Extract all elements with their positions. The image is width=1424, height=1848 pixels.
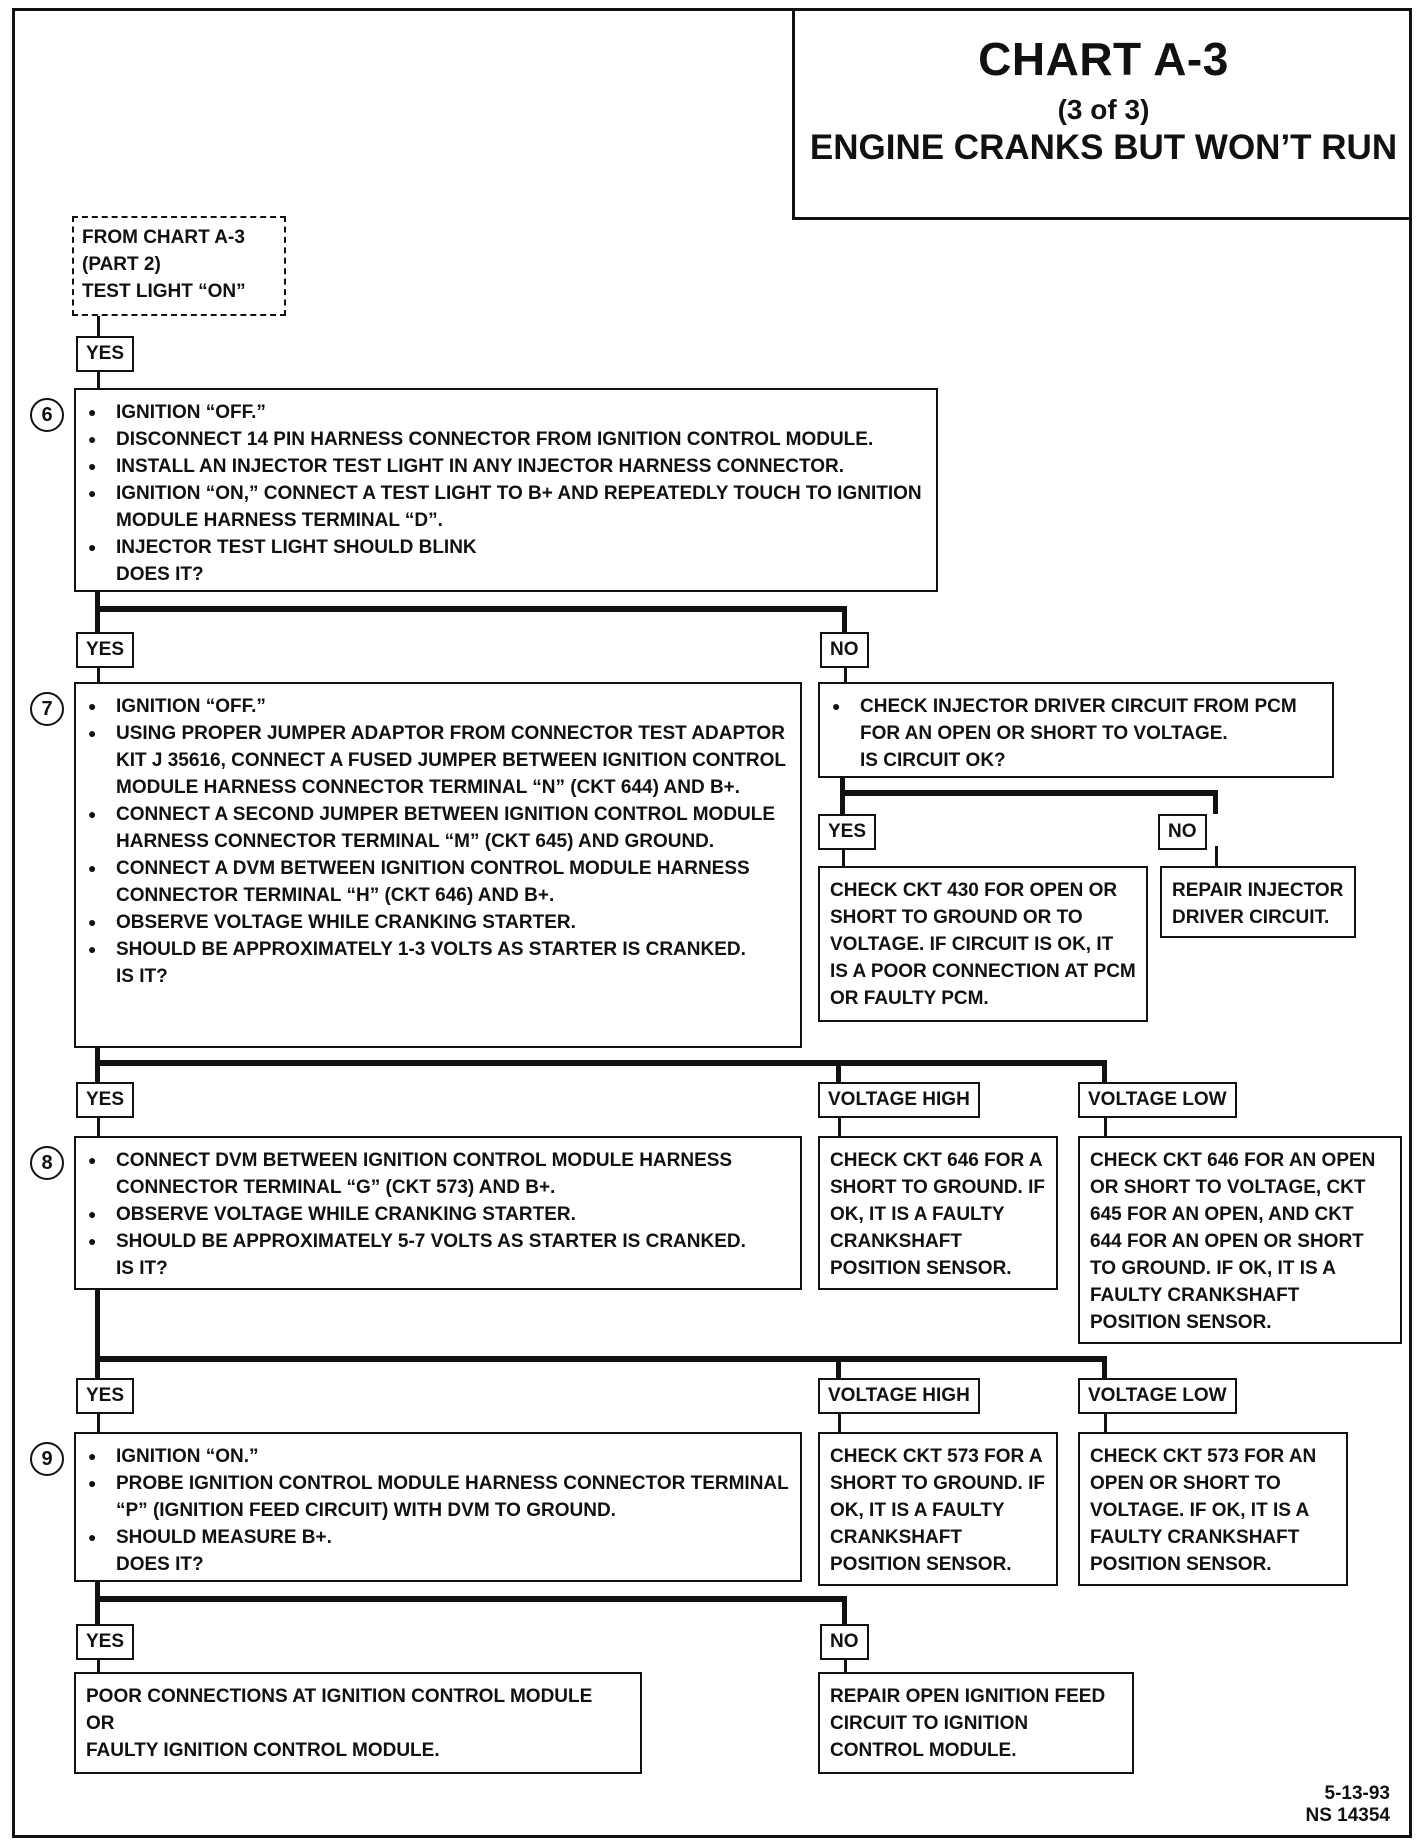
connector [840, 778, 845, 814]
final-line: OR [86, 1713, 115, 1734]
ckt430-box: CHECK CKT 430 FOR OPEN OR SHORT TO GROUND OR TO VOLTAGE. IF CIRCUIT IS OK, IT IS A POOR CONNECTION AT PCM OR FAULTY PCM. [818, 866, 1148, 1022]
final-yes-box [74, 1672, 642, 1774]
connector [95, 1356, 1107, 1362]
step-item: ● INJECTOR TEST LIGHT SHOULD BLINK [86, 534, 926, 561]
injector-check-box [818, 682, 1334, 778]
connector [1104, 1412, 1107, 1434]
connector [95, 1582, 100, 1624]
step-7-list [86, 693, 790, 963]
footer-date: 5-13-93 [1324, 1783, 1390, 1804]
chart-title: CHART A-3 [978, 33, 1229, 85]
step-item: ● IGNITION “ON,” CONNECT A TEST LIGHT TO B+ AND REPEATEDLY TOUCH TO IGNITION MODULE HARNESS TERMINAL “D”. [86, 480, 926, 534]
footer-code: NS 14354 [1305, 1805, 1390, 1826]
step-item: ● USING PROPER JUMPER ADAPTOR FROM CONNECTOR TEST ADAPTOR KIT J 35616, CONNECT A FUSED JUMPER BETWEEN IGNITION CONTROL MODULE HARNESS CONNECTOR TERMINAL “N” (CKT 644) AND B+. [86, 720, 790, 801]
step-item: ● IGNITION “OFF.” [86, 399, 926, 426]
yes-label: YES [76, 632, 134, 668]
step-number: 9 [30, 1442, 64, 1476]
footer [1290, 1783, 1390, 1827]
yes-label: YES [76, 1082, 134, 1118]
step-item: ● SHOULD BE APPROXIMATELY 5-7 VOLTS AS STARTER IS CRANKED. [86, 1228, 790, 1255]
connector [842, 1596, 847, 1624]
step-number: 6 [30, 398, 64, 432]
voltage-low-label: VOLTAGE LOW [1078, 1378, 1237, 1414]
step-item: ● OBSERVE VOLTAGE WHILE CRANKING STARTER. [86, 909, 790, 936]
connector [1213, 790, 1218, 814]
final-line: FAULTY IGNITION CONTROL MODULE. [86, 1740, 440, 1761]
title-block [792, 8, 1412, 220]
chart-description: ENGINE CRANKS BUT WON’T RUN [809, 128, 1398, 167]
yes-label: YES [818, 814, 876, 850]
start-line: TEST LIGHT “ON” [82, 281, 246, 302]
step-item: ● IGNITION “ON.” [86, 1443, 790, 1470]
connector [95, 606, 100, 634]
yes-label: YES [76, 1624, 134, 1660]
yes-label: YES [76, 1378, 134, 1414]
step-8-list [86, 1147, 790, 1255]
ckt646-high-box: CHECK CKT 646 FOR A SHORT TO GROUND. IF OK, IT IS A FAULTY CRANKSHAFT POSITION SENSOR. [818, 1136, 1058, 1290]
step-9-box [74, 1432, 802, 1582]
final-no-box: REPAIR OPEN IGNITION FEED CIRCUIT TO IGNITION CONTROL MODULE. [818, 1672, 1134, 1774]
connector [1215, 846, 1218, 868]
step-item: ● CHECK INJECTOR DRIVER CIRCUIT FROM PCM FOR AN OPEN OR SHORT TO VOLTAGE. [830, 693, 1322, 747]
connector [840, 790, 1218, 796]
step-question: DOES IT? [116, 1554, 204, 1575]
step-item: ● IGNITION “OFF.” [86, 693, 790, 720]
ckt646-low-box: CHECK CKT 646 FOR AN OPEN OR SHORT TO VOLTAGE, CKT 645 FOR AN OPEN, AND CKT 644 FOR AN OPEN OR SHORT TO GROUND. IF OK, IT IS A FAULTY CRANKSHAFT POSITION SENSOR. [1078, 1136, 1402, 1344]
connector [97, 1412, 100, 1434]
yes-label: YES [76, 336, 134, 372]
step-item: ● CONNECT A DVM BETWEEN IGNITION CONTROL MODULE HARNESS CONNECTOR TERMINAL “H” (CKT 646) AND B+. [86, 855, 790, 909]
step-6-list [86, 399, 926, 561]
voltage-high-label: VOLTAGE HIGH [818, 1378, 980, 1414]
step-item: ● SHOULD MEASURE B+. [86, 1524, 790, 1551]
connector [842, 606, 847, 634]
step-question: IS IT? [116, 966, 168, 987]
connector [97, 316, 100, 336]
voltage-low-label: VOLTAGE LOW [1078, 1082, 1237, 1118]
connector [1102, 1356, 1107, 1380]
connector [838, 1412, 841, 1434]
no-label: NO [1158, 814, 1207, 850]
chart-part: (3 of 3) [1057, 94, 1150, 125]
step-item: ● CONNECT DVM BETWEEN IGNITION CONTROL MODULE HARNESS CONNECTOR TERMINAL “G” (CKT 573) AND B+. [86, 1147, 790, 1201]
start-box [72, 216, 286, 316]
no-label: NO [820, 632, 869, 668]
step-number: 7 [30, 692, 64, 726]
step-6-box [74, 388, 938, 592]
connector [95, 1596, 847, 1602]
step-number: 8 [30, 1146, 64, 1180]
step-8-box [74, 1136, 802, 1290]
connector [95, 1060, 1107, 1066]
step-item: ● SHOULD BE APPROXIMATELY 1-3 VOLTS AS STARTER IS CRANKED. [86, 936, 790, 963]
step-item: ● PROBE IGNITION CONTROL MODULE HARNESS CONNECTOR TERMINAL “P” (IGNITION FEED CIRCUIT) WITH DVM TO GROUND. [86, 1470, 790, 1524]
step-item: ● INSTALL AN INJECTOR TEST LIGHT IN ANY INJECTOR HARNESS CONNECTOR. [86, 453, 926, 480]
repair-injector-box: REPAIR INJECTOR DRIVER CIRCUIT. [1160, 866, 1356, 938]
step-question: IS IT? [116, 1258, 168, 1279]
voltage-high-label: VOLTAGE HIGH [818, 1082, 980, 1118]
connector [836, 1356, 841, 1380]
step-question: IS CIRCUIT OK? [860, 750, 1006, 771]
connector [95, 1290, 100, 1380]
connector [95, 606, 847, 612]
step-item: ● CONNECT A SECOND JUMPER BETWEEN IGNITION CONTROL MODULE HARNESS CONNECTOR TERMINAL “M” (CKT 645) AND GROUND. [86, 801, 790, 855]
start-line: (PART 2) [82, 254, 161, 275]
ckt573-low-box: CHECK CKT 573 FOR AN OPEN OR SHORT TO VOLTAGE. IF OK, IT IS A FAULTY CRANKSHAFT POSITION SENSOR. [1078, 1432, 1348, 1586]
connector [836, 1060, 841, 1082]
step-item: ● OBSERVE VOLTAGE WHILE CRANKING STARTER. [86, 1201, 790, 1228]
step-7-box [74, 682, 802, 1048]
connector [1102, 1060, 1107, 1082]
no-label: NO [820, 1624, 869, 1660]
injector-check-list [830, 693, 1322, 747]
final-line: POOR CONNECTIONS AT IGNITION CONTROL MODULE [86, 1686, 593, 1707]
step-question: DOES IT? [116, 564, 204, 585]
step-item: ● DISCONNECT 14 PIN HARNESS CONNECTOR FROM IGNITION CONTROL MODULE. [86, 426, 926, 453]
step-9-list [86, 1443, 790, 1551]
start-line: FROM CHART A-3 [82, 227, 245, 248]
ckt573-high-box: CHECK CKT 573 FOR A SHORT TO GROUND. IF OK, IT IS A FAULTY CRANKSHAFT POSITION SENSOR. [818, 1432, 1058, 1586]
